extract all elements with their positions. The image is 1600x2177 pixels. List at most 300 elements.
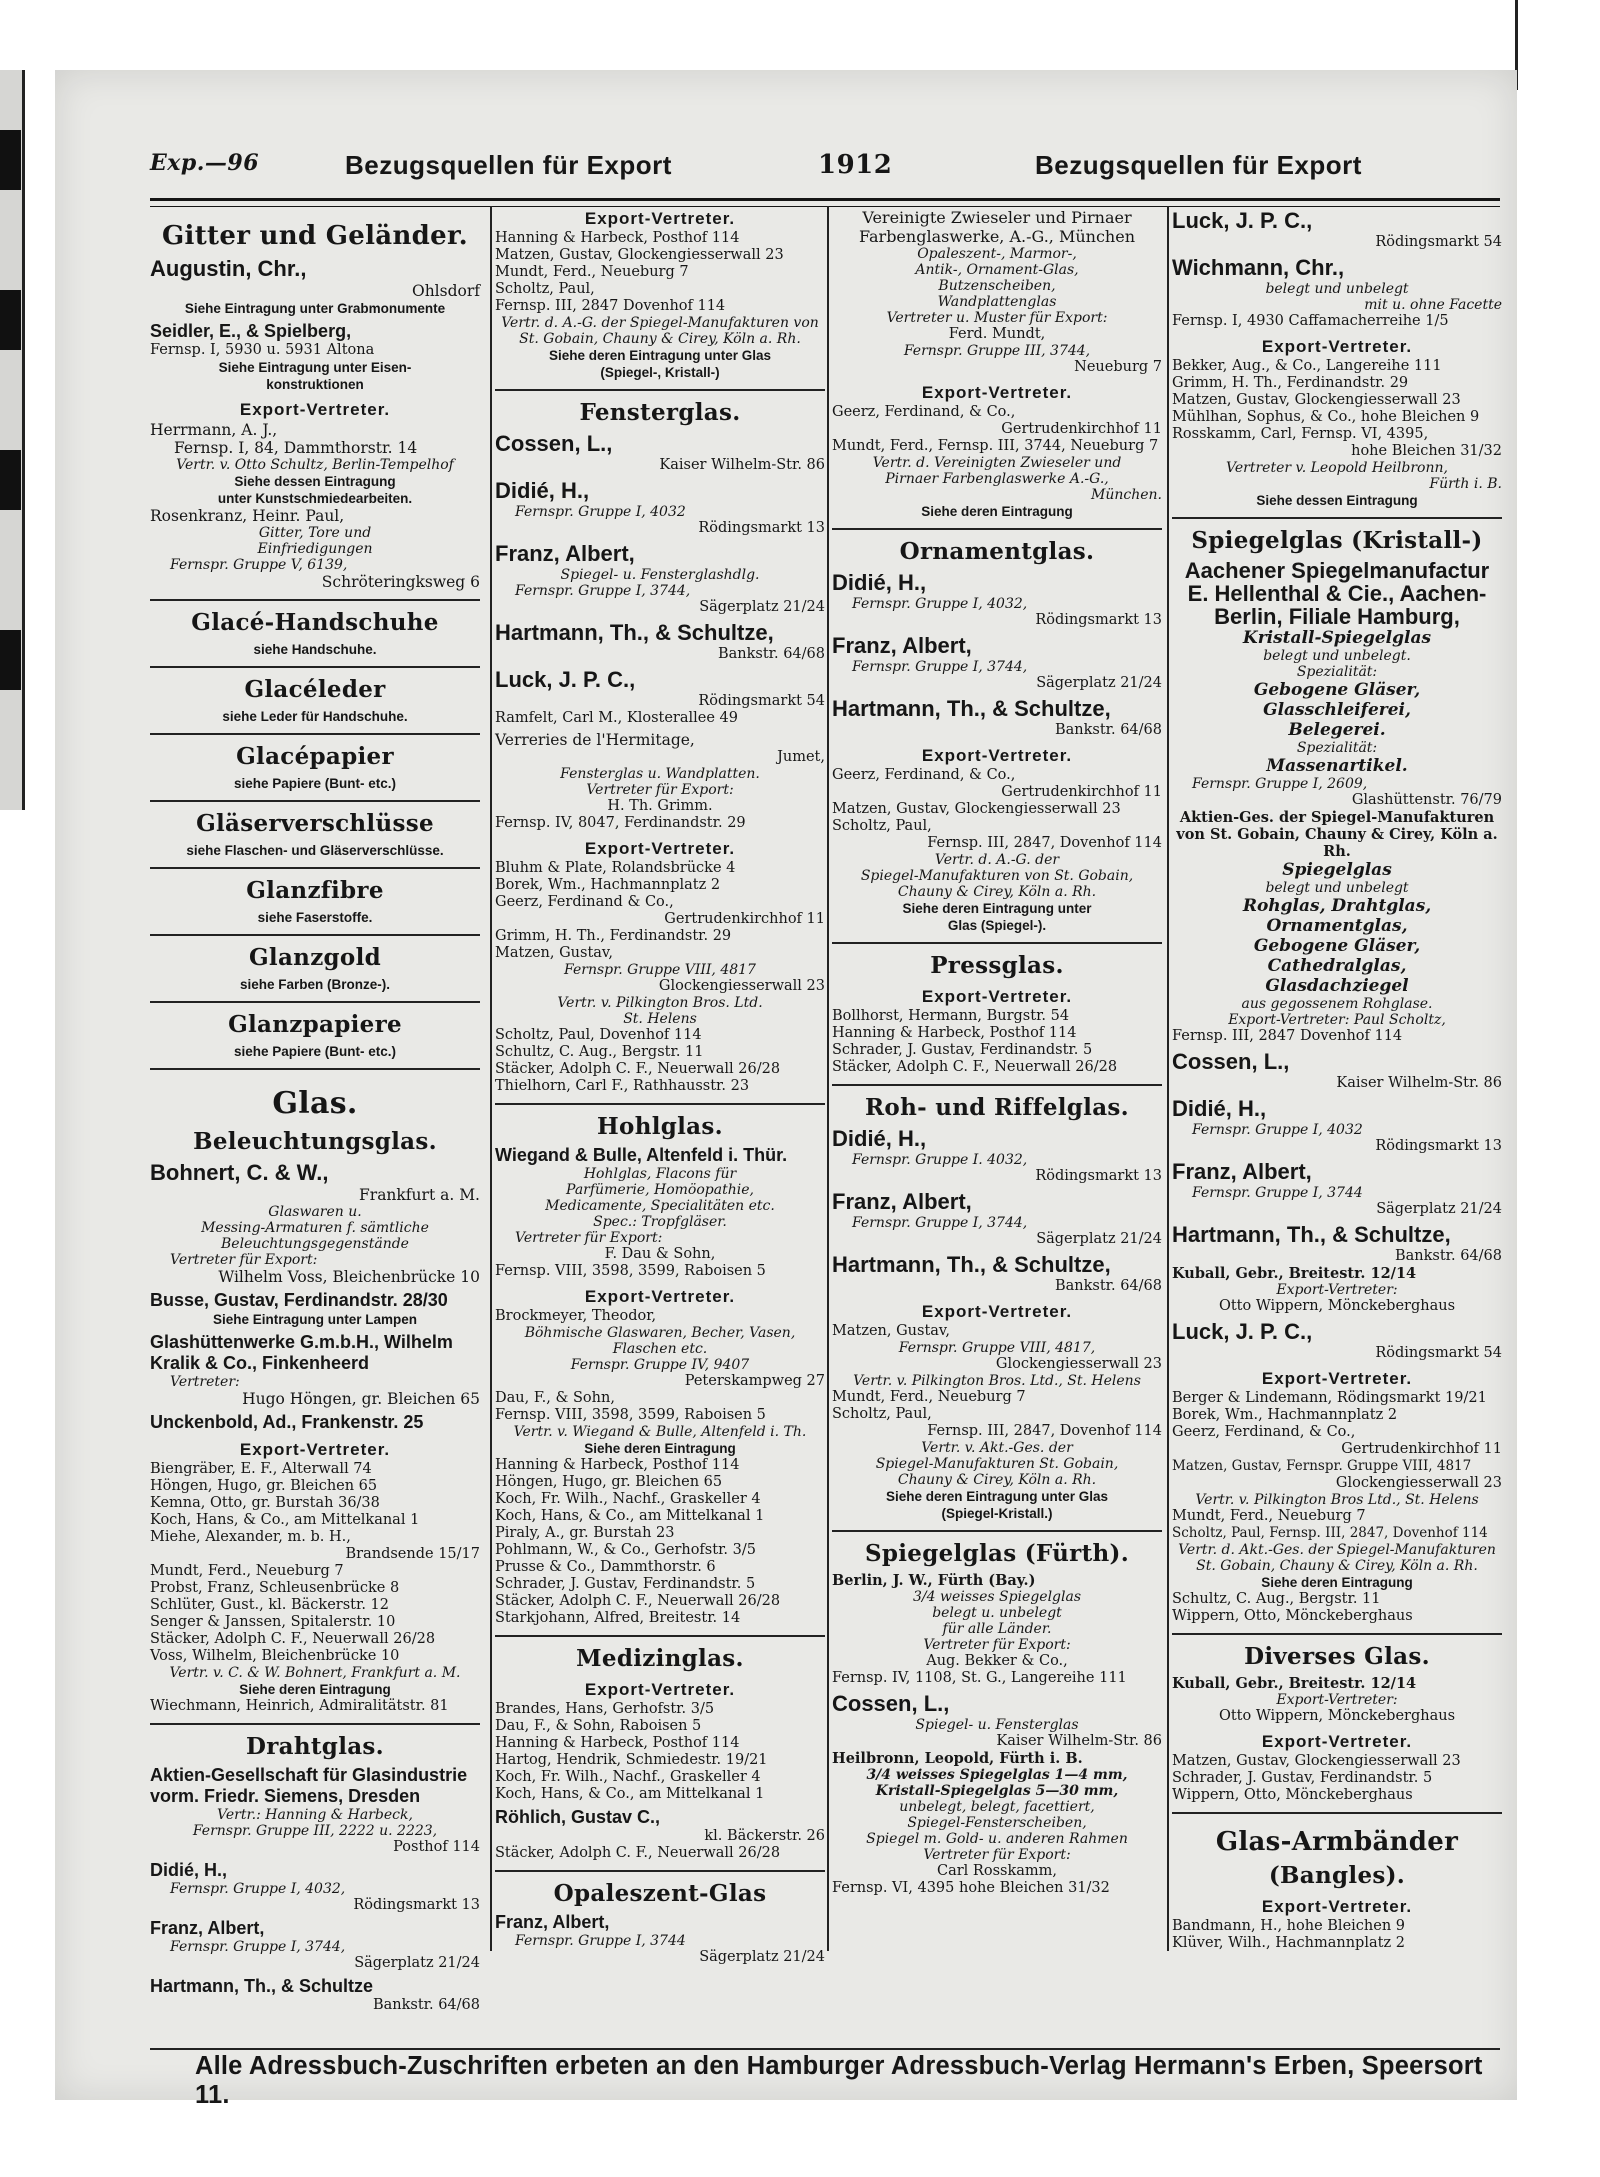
firm-name: Hartmann, Th., & Schultze, bbox=[1172, 1222, 1451, 1247]
listing: Schultz, C. Aug., Bergstr. 11 bbox=[495, 1044, 704, 1060]
firm-name: Seidler, E., & Spielberg, bbox=[150, 321, 352, 341]
listing: Dau, F., & Sohn, bbox=[495, 1390, 615, 1406]
phone: Fernspr. Gruppe I, 3744, bbox=[852, 659, 1028, 675]
address: Gertrudenkirchhof 11 bbox=[1001, 421, 1162, 437]
listing-note: Flaschen etc. bbox=[612, 1341, 708, 1357]
cross-reference: Siehe Eintragung unter Eisen- bbox=[218, 360, 412, 375]
phone: Fernspr. Gruppe III, 2222 u. 2223, bbox=[192, 1823, 438, 1839]
section-heading: Export-Vertreter. bbox=[921, 987, 1073, 1006]
listing: Matzen, Gustav, Glockengiesserwall 23 bbox=[1172, 1753, 1461, 1769]
firm-name: Franz, Albert, bbox=[150, 1918, 265, 1938]
firm-name: Franz, Albert, bbox=[832, 633, 972, 658]
section-divider bbox=[1172, 1633, 1502, 1635]
listing-note: Glasdachziegel bbox=[1265, 976, 1409, 996]
listing: Stäcker, Adolph C. F., Neuerwall 26/28 bbox=[495, 1593, 781, 1609]
address: Ohlsdorf bbox=[411, 282, 480, 300]
listing-note: Glasschleiferei, bbox=[1263, 700, 1411, 720]
listing: Hartog, Hendrik, Schmiedestr. 19/21 bbox=[495, 1752, 768, 1768]
firm-name: Hartmann, Th., & Schultze, bbox=[832, 1252, 1111, 1277]
category-heading: Spiegelglas (Kristall-) bbox=[1191, 527, 1483, 554]
listing: Stäcker, Adolph C. F., Neuerwall 26/28 bbox=[495, 1061, 781, 1077]
firm-name: Didié, H., bbox=[832, 1126, 927, 1151]
category-heading: Fensterglas. bbox=[579, 399, 741, 426]
listing-note: Gebogene Gläser, bbox=[1253, 680, 1421, 700]
address: Kaiser Wilhelm-Str. 86 bbox=[996, 1733, 1162, 1749]
cross-reference: siehe Papiere (Bunt- etc.) bbox=[233, 1044, 397, 1059]
section-divider bbox=[832, 528, 1162, 530]
phone: Fernspr. Gruppe I, 3744, bbox=[852, 1215, 1028, 1231]
cross-reference: Siehe deren Eintragung bbox=[921, 504, 1073, 519]
address: Neueburg 7 bbox=[1074, 359, 1162, 375]
cross-reference: konstruktionen bbox=[266, 377, 364, 392]
listing-note: Cathedralglas, bbox=[1267, 956, 1407, 976]
address: Kaiser Wilhelm-Str. 86 bbox=[659, 457, 825, 473]
firm-name: Didié, H., bbox=[832, 570, 927, 595]
listing-note: Vertr. v. Wiegand & Bulle, Altenfeld i. Th. bbox=[513, 1424, 807, 1440]
listing-note: Ferd. Mundt, bbox=[948, 326, 1046, 342]
listing: Scholtz, Paul, bbox=[832, 1406, 932, 1422]
address: Glashüttenstr. 76/79 bbox=[1351, 792, 1502, 808]
address: Sägerplatz 21/24 bbox=[1036, 675, 1162, 691]
listing: Bluhm & Plate, Rolandsbrücke 4 bbox=[495, 860, 736, 876]
firm-name: Augustin, Chr., bbox=[150, 256, 307, 281]
address: Gertrudenkirchhof 11 bbox=[1341, 1441, 1502, 1457]
listing: Koch, Hans, & Co., am Mittelkanal 1 bbox=[495, 1508, 765, 1524]
section-heading: Export-Vertreter. bbox=[921, 383, 1073, 402]
listing-note: Vertreter für Export: bbox=[515, 1230, 663, 1246]
subcategory-heading: Beleuchtungsglas. bbox=[193, 1128, 437, 1155]
listing-note: Vertreter: bbox=[170, 1374, 240, 1390]
listing-note: Spiegel m. Gold- u. anderen Rahmen bbox=[866, 1831, 1128, 1847]
firm-name: Röhlich, Gustav C., bbox=[495, 1807, 661, 1827]
firm-name: Didié, H., bbox=[1172, 1096, 1267, 1121]
category-heading: Opaleszent-Glas bbox=[553, 1880, 767, 1907]
address: Brandsende 15/17 bbox=[345, 1546, 480, 1562]
section-divider bbox=[1172, 517, 1502, 519]
listing: Biengräber, E. F., Alterwall 74 bbox=[150, 1461, 372, 1477]
header-rule bbox=[150, 198, 1500, 207]
category-heading: Gläserverschlüsse bbox=[196, 810, 434, 837]
listing-note: Spezialität: bbox=[1296, 664, 1378, 680]
section-divider bbox=[150, 666, 480, 668]
listing: Schultz, C. Aug., Bergstr. 11 bbox=[1172, 1591, 1381, 1607]
running-title-right: Bezugsquellen für Export bbox=[1035, 150, 1362, 180]
listing: Grimm, H. Th., Ferdinandstr. 29 bbox=[1172, 375, 1409, 391]
phone: Fernspr. Gruppe V, 6139, bbox=[170, 557, 348, 573]
category-heading: Spiegelglas (Fürth). bbox=[864, 1540, 1130, 1567]
section-divider bbox=[150, 1001, 480, 1003]
address: Rödingsmarkt 13 bbox=[353, 1897, 480, 1913]
listing: Brandes, Hans, Gerhofstr. 3/5 bbox=[495, 1701, 715, 1717]
page-number: Exp.—96 bbox=[150, 150, 260, 176]
address: Rödingsmarkt 13 bbox=[1035, 1168, 1162, 1184]
column-divider bbox=[827, 206, 829, 1951]
edge-mark bbox=[0, 630, 21, 690]
listing: Schrader, J. Gustav, Ferdinandstr. 5 bbox=[495, 1576, 756, 1592]
category-heading: Pressglas. bbox=[930, 952, 1064, 979]
phone: Fernspr. Gruppe I. 4032, bbox=[852, 1152, 1028, 1168]
listing-note: Chauny & Cirey, Köln a. Rh. bbox=[897, 1472, 1097, 1488]
address: Rödingsmarkt 54 bbox=[1375, 1345, 1502, 1361]
listing: Höngen, Hugo, gr. Bleichen 65 bbox=[495, 1474, 723, 1490]
listing: Wippern, Otto, Mönckeberghaus bbox=[1172, 1787, 1413, 1803]
listing: Hanning & Harbeck, Posthof 114 bbox=[495, 1735, 740, 1751]
listing-note: Kristall-Spiegelglas 5—30 mm, bbox=[875, 1783, 1119, 1799]
address: Bankstr. 64/68 bbox=[372, 1997, 480, 2013]
address: Glockengiesserwall 23 bbox=[995, 1356, 1162, 1372]
category-heading: Gitter und Geländer. bbox=[162, 221, 468, 251]
listing-note: Einfriedigungen bbox=[257, 541, 373, 557]
listing-note: Carl Rosskamm, bbox=[937, 1863, 1057, 1879]
cross-reference: siehe Handschuhe. bbox=[253, 642, 377, 657]
listing-note: Rohglas, Drahtglas, bbox=[1242, 896, 1432, 916]
phone-address: Fernsp. IV, 1108, St. G., Langereihe 111 bbox=[832, 1670, 1127, 1686]
firm-name: Glashüttenwerke G.m.b.H., Wilhelm Kralik & Co., Finkenheerd bbox=[150, 1332, 453, 1373]
firm-name: Didié, H., bbox=[495, 478, 590, 503]
listing-note: Fensterglas u. Wandplatten. bbox=[560, 766, 760, 782]
listing-note: Vertr. d. A.-G. der bbox=[934, 852, 1060, 868]
listing: Koch, Fr. Wilh., Nachf., Graskeller 4 bbox=[495, 1491, 761, 1507]
listing: Mundt, Ferd., Neueburg 7 bbox=[150, 1563, 344, 1579]
listing-note: aus gegossenem Rohglase. bbox=[1241, 996, 1433, 1012]
listing-note: Spiegel-Manufakturen von St. Gobain, bbox=[860, 868, 1134, 884]
section-heading: Export-Vertreter. bbox=[584, 1680, 736, 1699]
category-heading: (Bangles). bbox=[1268, 1862, 1406, 1889]
firm-name: Didié, H., bbox=[150, 1860, 228, 1880]
listing-note: Ornamentglas, bbox=[1266, 916, 1408, 936]
listing-note: Butzenscheiben, bbox=[938, 278, 1056, 294]
phone-address: Fernsp. I, 84, Dammthorstr. 14 bbox=[174, 439, 418, 457]
listing: Mundt, Ferd., Neueburg 7 bbox=[1172, 1508, 1366, 1524]
listing-note: Vertr. d. A.-G. der Spiegel-Manufakturen von St. Gobain, Chauny & Cirey, Köln a. Rh. bbox=[501, 315, 819, 347]
cross-reference: siehe Papiere (Bunt- etc.) bbox=[233, 776, 397, 791]
listing: Stäcker, Adolph C. F., Neuerwall 26/28 bbox=[495, 1845, 781, 1861]
category-heading: Glas. bbox=[272, 1086, 358, 1121]
listing-note: Vertreter u. Muster für Export: bbox=[886, 310, 1108, 326]
firm-name: Heilbronn, Leopold, Fürth i. B. bbox=[832, 1750, 1083, 1767]
listing: Schrader, J. Gustav, Ferdinandstr. 5 bbox=[1172, 1770, 1433, 1786]
firm-name: Hartmann, Th., & Schultze, bbox=[495, 620, 774, 645]
listing: Verreries de l'Hermitage, bbox=[495, 731, 695, 749]
address: Bankstr. 64/68 bbox=[717, 646, 825, 662]
listing: Piraly, A., gr. Burstah 23 bbox=[495, 1525, 675, 1541]
listing-note: Medicamente, Specialitäten etc. bbox=[545, 1198, 775, 1214]
listing: Mundt, Ferd., Neueburg 7 bbox=[832, 1389, 1026, 1405]
firm-name: Vereinigte Zwieseler und Pirnaer Farbenglaswerke, A.-G., München bbox=[858, 208, 1136, 246]
listing-note: Böhmische Glaswaren, Becher, Vasen, bbox=[524, 1325, 796, 1341]
listing: Geerz, Ferdinand, & Co., bbox=[832, 767, 1016, 783]
address: Schröteringksweg 6 bbox=[321, 573, 480, 591]
section-heading: Export-Vertreter. bbox=[584, 209, 736, 228]
listing-note: Gitter, Tore und bbox=[258, 525, 372, 541]
section-divider bbox=[150, 733, 480, 735]
firm-name: Franz, Albert, bbox=[1172, 1159, 1312, 1184]
phone: Fernspr. Gruppe I, 2609, bbox=[1192, 776, 1368, 792]
address: Rödingsmarkt 13 bbox=[1375, 1138, 1502, 1154]
listing: Prusse & Co., Dammthorstr. 6 bbox=[495, 1559, 716, 1575]
address: Bankstr. 64/68 bbox=[1054, 1278, 1162, 1294]
column-4 bbox=[1172, 208, 1502, 1952]
listing: Matzen, Gustav, Glockengiesserwall 23 bbox=[495, 247, 784, 263]
cross-reference: Siehe deren Eintragung unter Glas bbox=[885, 1489, 1109, 1504]
listing-note: belegt u. unbelegt bbox=[932, 1605, 1062, 1621]
listing-note: Fürth i. B. bbox=[1429, 476, 1502, 492]
phone: Fernspr. Gruppe IV, 9407 bbox=[570, 1357, 750, 1373]
listing: Koch, Hans, & Co., am Mittelkanal 1 bbox=[150, 1512, 420, 1528]
phone-address: Fernsp. I, 4930 Caffamacherreihe 1/5 bbox=[1172, 313, 1449, 329]
listing-note: Export-Vertreter: Paul Scholtz, bbox=[1228, 1012, 1446, 1028]
phone: Fernspr. Gruppe I, 4032 bbox=[1192, 1122, 1363, 1138]
listing: Mundt, Ferd., Fernsp. III, 3744, Neueburg 7 bbox=[832, 438, 1159, 454]
listing-note: H. Th. Grimm. bbox=[607, 798, 713, 814]
firm-name: Cossen, L., bbox=[1172, 1049, 1290, 1074]
listing: Hanning & Harbeck, Posthof 114 bbox=[495, 1457, 740, 1473]
cross-reference: Siehe deren Eintragung unter Glas bbox=[548, 348, 772, 363]
section-divider bbox=[150, 599, 480, 601]
listing-note: Vertreter für Export: bbox=[923, 1637, 1071, 1653]
listing: Herrmann, A. J., bbox=[150, 421, 278, 439]
firm-name: Hartmann, Th., & Schultze bbox=[150, 1976, 374, 1996]
listing: Matzen, Gustav, bbox=[495, 945, 614, 961]
category-heading: Glacéleder bbox=[244, 676, 386, 703]
section-divider bbox=[832, 942, 1162, 944]
listing: Matzen, Gustav, bbox=[832, 1323, 951, 1339]
listing: Senger & Janssen, Spitalerstr. 10 bbox=[150, 1614, 396, 1630]
category-heading: Glanzgold bbox=[248, 944, 381, 971]
category-heading: Hohlglas. bbox=[597, 1113, 723, 1140]
section-heading: Export-Vertreter. bbox=[584, 1287, 736, 1306]
section-divider bbox=[1172, 1812, 1502, 1814]
section-divider bbox=[832, 1530, 1162, 1532]
category-heading: Glanzpapiere bbox=[228, 1011, 402, 1038]
listing-note: Hohlglas, Flacons für bbox=[583, 1166, 737, 1182]
listing: Dau, F., & Sohn, Raboisen 5 bbox=[495, 1718, 702, 1734]
phone: Fernspr. Gruppe I, 4032 bbox=[515, 504, 686, 520]
firm-name: Luck, J. P. C., bbox=[1172, 208, 1313, 233]
listing: Scholtz, Paul, Fernsp. III, 2847, Dovenhof 114 bbox=[1172, 1525, 1488, 1541]
listing: Geerz, Ferdinand, & Co., bbox=[1172, 1424, 1356, 1440]
listing-note: belegt und unbelegt. bbox=[1263, 648, 1411, 664]
listing-note: Spec.: Tropfgläser. bbox=[593, 1214, 727, 1230]
section-heading: Export-Vertreter. bbox=[1261, 1897, 1413, 1916]
address: Sägerplatz 21/24 bbox=[354, 1955, 480, 1971]
listing-note: Vertr. v. Pilkington Bros Ltd., St. Helens bbox=[1195, 1492, 1479, 1508]
address: Sägerplatz 21/24 bbox=[699, 599, 825, 615]
listing-note: unbelegt, belegt, facettiert, bbox=[899, 1799, 1095, 1815]
listing-note: für alle Länder. bbox=[942, 1621, 1052, 1637]
listing-note: Parfümerie, Homöopathie, bbox=[566, 1182, 754, 1198]
section-divider bbox=[495, 1870, 825, 1872]
category-heading: Glas-Armbänder bbox=[1215, 1827, 1459, 1857]
phone-address: Fernsp. IV, 8047, Ferdinandstr. 29 bbox=[495, 815, 746, 831]
listing-note: Vertr. v. Otto Schultz, Berlin-Tempelhof bbox=[176, 457, 454, 473]
page-header bbox=[150, 150, 1500, 190]
phone-address: Fernsp. VI, 4395 hohe Bleichen 31/32 bbox=[832, 1880, 1110, 1896]
listing: Geerz, Ferdinand, & Co., bbox=[832, 404, 1016, 420]
category-heading: Roh- und Riffelglas. bbox=[865, 1094, 1129, 1121]
listing: Schlüter, Gust., kl. Bäckerstr. 12 bbox=[150, 1597, 389, 1613]
firm-name: Bohnert, C. & W., bbox=[150, 1160, 329, 1185]
listing: Klüver, Wilh., Hachmannplatz 2 bbox=[1172, 1935, 1405, 1951]
listing-note: Chauny & Cirey, Köln a. Rh. bbox=[897, 884, 1097, 900]
listing-note: Glaswaren u. bbox=[268, 1204, 362, 1220]
cross-reference: siehe Leder für Handschuhe. bbox=[222, 709, 408, 724]
listing: Voss, Wilhelm, Bleichenbrücke 10 bbox=[150, 1648, 400, 1664]
listing: Scholtz, Paul, bbox=[495, 281, 595, 297]
section-divider bbox=[832, 1084, 1162, 1086]
phone-address: Fernsp. III, 2847 Dovenhof 114 bbox=[1172, 1028, 1403, 1044]
cross-reference: siehe Faserstoffe. bbox=[257, 910, 373, 925]
listing-note: Export-Vertreter: bbox=[1276, 1692, 1398, 1708]
firm-name: Kuball, Gebr., Breitestr. 12/14 bbox=[1172, 1265, 1417, 1282]
listing: Probst, Franz, Schleusenbrücke 8 bbox=[150, 1580, 400, 1596]
listing-note: 3/4 weisses Spiegelglas bbox=[912, 1589, 1082, 1605]
cross-reference: (Spiegel-Kristall.) bbox=[941, 1506, 1053, 1521]
cross-reference: siehe Flaschen- und Gläserverschlüsse. bbox=[186, 843, 444, 858]
listing-note: belegt und unbelegt bbox=[1265, 281, 1409, 297]
listing: Matzen, Gustav, Glockengiesserwall 23 bbox=[1172, 392, 1461, 408]
phone-address: Fernsp. III, 2847 Dovenhof 114 bbox=[495, 298, 726, 314]
phone: Fernspr. Gruppe I, 3744, bbox=[515, 583, 691, 599]
listing-note: Vertreter für Export: bbox=[923, 1847, 1071, 1863]
listing-note: Vertreter für Export: bbox=[170, 1252, 318, 1268]
section-divider bbox=[150, 1723, 480, 1725]
firm-name: Franz, Albert, bbox=[832, 1189, 972, 1214]
listing: Wiechmann, Heinrich, Admiralitätstr. 81 bbox=[150, 1698, 449, 1714]
listing-note: München. bbox=[1091, 487, 1162, 503]
cross-reference: Siehe deren Eintragung bbox=[584, 1441, 736, 1456]
listing: Miehe, Alexander, m. b. H., bbox=[150, 1529, 351, 1545]
listing-note: F. Dau & Sohn, bbox=[604, 1246, 716, 1262]
column-divider bbox=[1167, 206, 1169, 1951]
listing-note: Vertreter für Export: bbox=[586, 782, 734, 798]
listing: Kemna, Otto, gr. Burstah 36/38 bbox=[150, 1495, 380, 1511]
listing-note: Wandplattenglas bbox=[937, 294, 1057, 310]
listing-note: Vertreter v. Leopold Heilbronn, bbox=[1226, 460, 1448, 476]
address: Rödingsmarkt 54 bbox=[698, 693, 825, 709]
listing-note: Spiegel- u. Fensterglas bbox=[915, 1717, 1079, 1733]
address: Glockengiesserwall 23 bbox=[658, 978, 825, 994]
cross-reference: Siehe dessen Eintragung bbox=[1256, 493, 1418, 508]
address: Kaiser Wilhelm-Str. 86 bbox=[1336, 1075, 1502, 1091]
category-heading: Medizinglas. bbox=[576, 1645, 744, 1672]
phone: Fernspr. Gruppe III, 3744, bbox=[903, 343, 1091, 359]
cross-reference: (Spiegel-, Kristall-) bbox=[600, 365, 720, 380]
cross-reference: siehe Farben (Bronze-). bbox=[239, 977, 391, 992]
listing: Scholtz, Paul, Dovenhof 114 bbox=[495, 1027, 702, 1043]
category-heading: Glanzfibre bbox=[246, 877, 384, 904]
phone: Fernspr. Gruppe I, 3744, bbox=[170, 1939, 346, 1955]
listing: Wippern, Otto, Mönckeberghaus bbox=[1172, 1608, 1413, 1624]
address: Rödingsmarkt 13 bbox=[698, 520, 825, 536]
listing: Bekker, Aug., & Co., Langereihe 111 bbox=[1172, 358, 1442, 374]
phone: Fernspr. Gruppe VIII, 4817 bbox=[564, 962, 756, 978]
address: Rödingsmarkt 54 bbox=[1375, 234, 1502, 250]
listing: Matzen, Gustav, Fernspr. Gruppe VIII, 4817 bbox=[1172, 1458, 1472, 1474]
listing-note: Opaleszent-, Marmor-, bbox=[917, 246, 1077, 262]
edge-mark bbox=[0, 130, 21, 190]
address: hohe Bleichen 31/32 bbox=[1351, 443, 1502, 459]
listing: Mundt, Ferd., Neueburg 7 bbox=[495, 264, 689, 280]
column-3 bbox=[832, 208, 1162, 1897]
address: Sägerplatz 21/24 bbox=[1376, 1201, 1502, 1217]
address: Bankstr. 64/68 bbox=[1054, 722, 1162, 738]
listing-note: Spiegel- u. Fensterglashdlg. bbox=[560, 567, 760, 583]
firm-name: Berlin, J. W., Fürth (Bay.) bbox=[832, 1572, 1036, 1589]
firm-name: Kuball, Gebr., Breitestr. 12/14 bbox=[1172, 1675, 1417, 1692]
listing-note: Massenartikel. bbox=[1266, 756, 1408, 776]
listing: Stäcker, Adolph C. F., Neuerwall 26/28 bbox=[150, 1631, 436, 1647]
section-heading: Export-Vertreter. bbox=[921, 746, 1073, 765]
listing: Matzen, Gustav, Glockengiesserwall 23 bbox=[832, 801, 1121, 817]
listing: Pohlmann, W., & Co., Gerhofstr. 3/5 bbox=[495, 1542, 756, 1558]
cross-reference: Siehe deren Eintragung unter bbox=[902, 901, 1092, 916]
firm-name: Cossen, L., bbox=[832, 1691, 950, 1716]
address: Gertrudenkirchhof 11 bbox=[1001, 784, 1162, 800]
column-1 bbox=[150, 208, 480, 2014]
address: Jumet, bbox=[777, 749, 825, 765]
listing-note: Vertr. v. Pilkington Bros. Ltd. bbox=[557, 995, 763, 1011]
phone-address: Fernsp. III, 2847, Dovenhof 114 bbox=[927, 1423, 1162, 1439]
listing-note: Vertr. v. Pilkington Bros. Ltd., St. Helens bbox=[853, 1373, 1141, 1389]
phone: Fernspr. Gruppe I, 4032, bbox=[852, 596, 1028, 612]
listing-note: belegt und unbelegt bbox=[1265, 880, 1409, 896]
listing: Geerz, Ferdinand & Co., bbox=[495, 894, 674, 910]
address: Sägerplatz 21/24 bbox=[699, 1949, 825, 1965]
listing-note: Kristall-Spiegelglas bbox=[1242, 628, 1432, 648]
listing-note: Spiegelglas bbox=[1282, 860, 1392, 880]
section-divider bbox=[495, 389, 825, 391]
listing-note: Vertr. v. C. & W. Bohnert, Frankfurt a. M. bbox=[169, 1665, 461, 1681]
listing-note: Spiegel-Fensterscheiben, bbox=[907, 1815, 1087, 1831]
section-heading: Export-Vertreter. bbox=[239, 1440, 391, 1459]
firm-name: Franz, Albert, bbox=[495, 1912, 610, 1932]
section-divider bbox=[150, 1068, 480, 1070]
footer-rule bbox=[150, 2048, 1500, 2050]
address: Rödingsmarkt 13 bbox=[1035, 612, 1162, 628]
section-heading: Export-Vertreter. bbox=[239, 400, 391, 419]
address: Posthof 114 bbox=[393, 1839, 480, 1855]
firm-name: Aktien-Ges. der Spiegel-Manufakturen von St. Gobain, Chauny & Cirey, Köln a. Rh. bbox=[1176, 809, 1498, 860]
adjacent-page-edge bbox=[0, 70, 25, 810]
listing: Bollhorst, Hermann, Burgstr. 54 bbox=[832, 1008, 1070, 1024]
firm-name: Aktien-Gesellschaft für Glasindustrie vorm. Friedr. Siemens, Dresden bbox=[150, 1765, 468, 1806]
firm-name: Cossen, L., bbox=[495, 431, 613, 456]
listing: Koch, Hans, & Co., am Mittelkanal 1 bbox=[495, 1786, 765, 1802]
phone: Fernspr. Gruppe I, 3744 bbox=[1192, 1185, 1363, 1201]
listing: Rosskamm, Carl, Fernsp. VI, 4395, bbox=[1172, 426, 1429, 442]
phone-address: Fernsp. VIII, 3598, 3599, Raboisen 5 bbox=[495, 1263, 766, 1279]
address: Gertrudenkirchhof 11 bbox=[664, 911, 825, 927]
listing: Schrader, J. Gustav, Ferdinandstr. 5 bbox=[832, 1042, 1093, 1058]
column-divider bbox=[490, 206, 492, 1951]
firm-name: Luck, J. P. C., bbox=[1172, 1319, 1313, 1344]
listing-note: Antik-, Ornament-Glas, bbox=[915, 262, 1079, 278]
listing: Rosenkranz, Heinr. Paul, bbox=[150, 507, 345, 525]
phone-address: Fernsp. VIII, 3598, 3599, Raboisen 5 bbox=[495, 1407, 766, 1423]
cross-reference: Siehe deren Eintragung bbox=[239, 1682, 391, 1697]
cross-reference: Siehe deren Eintragung bbox=[1261, 1575, 1413, 1590]
address: kl. Bäckerstr. 26 bbox=[704, 1828, 825, 1844]
firm-name: Busse, Gustav, Ferdinandstr. 28/30 bbox=[150, 1290, 448, 1310]
listing-note: Otto Wippern, Mönckeberghaus bbox=[1218, 1708, 1456, 1724]
section-heading: Export-Vertreter. bbox=[1261, 337, 1413, 356]
listing: Thielhorn, Carl F., Rathhausstr. 23 bbox=[495, 1078, 750, 1094]
category-heading: Glacé-Handschuhe bbox=[191, 609, 439, 636]
category-heading: Drahtglas. bbox=[246, 1733, 384, 1760]
address: Hugo Höngen, gr. Bleichen 65 bbox=[242, 1390, 480, 1408]
edge-mark bbox=[0, 290, 21, 350]
